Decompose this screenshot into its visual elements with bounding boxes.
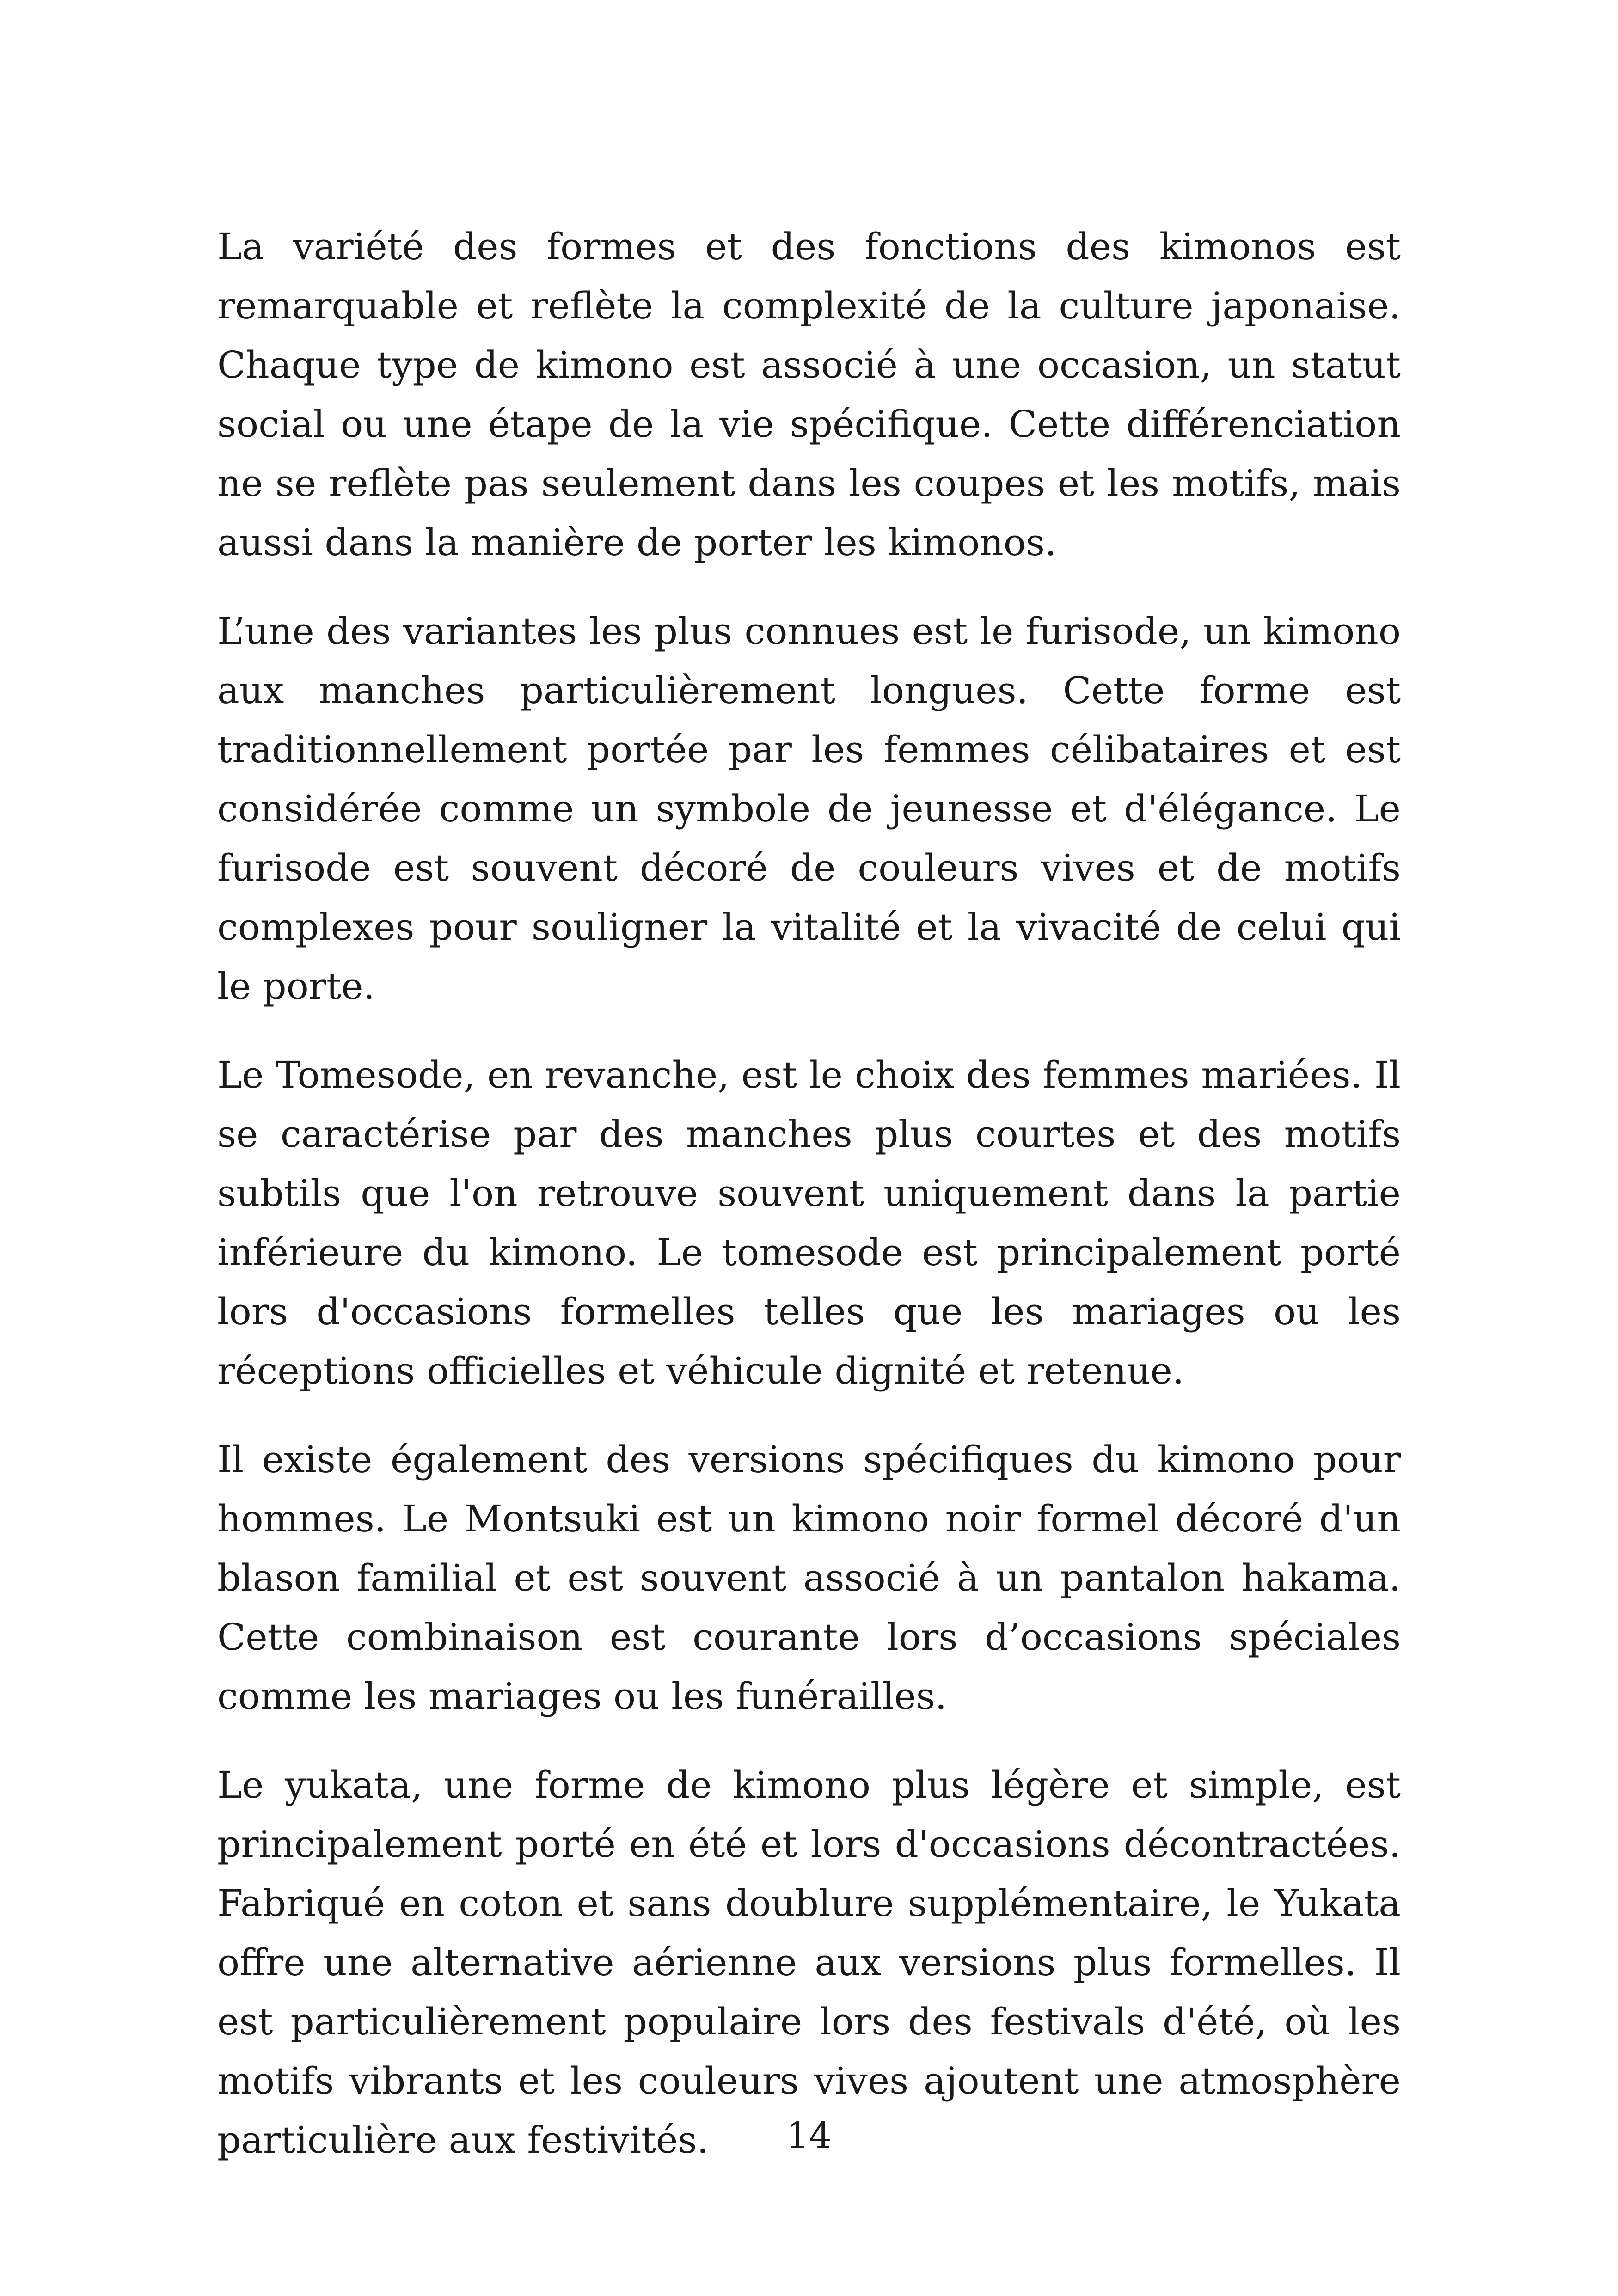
paragraph-montsuki: Il existe également des versions spécifiques du kimono pour hommes. Le Montsuki est un kimono noir formel décoré d'un blason familial et est souvent associé à un pantalon hakama. Cette combinaison est courante lors d’occasions spéciales comme les mariages ou les funérailles. — [217, 1438, 1401, 1718]
paragraph-kimono-variety: La variété des formes et des fonctions des kimonos est remarquable et reflète la complexité de la culture japonaise. Chaque type de kimono est associé à une occasion, un statut social ou une étape de la vie spécifique. Cette différenciation ne se reflète pas seulement dans les coupes et les motifs, mais aussi dans la manière de porter les kimonos. — [217, 225, 1401, 564]
body-text — [217, 217, 1401, 2170]
paragraph-tomesode: Le Tomesode, en revanche, est le choix des femmes mariées. Il se caractérise par des manches plus courtes et des motifs subtils que l'on retrouve souvent uniquement dans la partie inférieure du kimono. Le tomesode est principalement porté lors d'occasions formelles telles que les mariages ou les réceptions officielles et véhicule dignité et retenue. — [217, 1053, 1401, 1392]
paragraph-yukata: Le yukata, une forme de kimono plus légère et simple, est principalement porté en été et lors d'occasions décontractées. Fabriqué en coton et sans doublure supplémentaire, le Yukata offre une alternative aérienne aux versions plus formelles. Il est particulièrement populaire lors des festivals d'été, où les motifs vibrants et les couleurs vives ajoutent une atmosphère particulière aux festivités. — [217, 1763, 1401, 2161]
page-number: 14 — [786, 2115, 832, 2156]
paragraph-furisode: L’une des variantes les plus connues est le furisode, un kimono aux manches particulièrement longues. Cette forme est traditionnellement portée par les femmes célibataires et est considérée comme un symbole de jeunesse et d'élégance. Le furisode est souvent décoré de couleurs vives et de motifs complexes pour souligner la vitalité et la vivacité de celui qui le porte. — [217, 610, 1401, 1008]
